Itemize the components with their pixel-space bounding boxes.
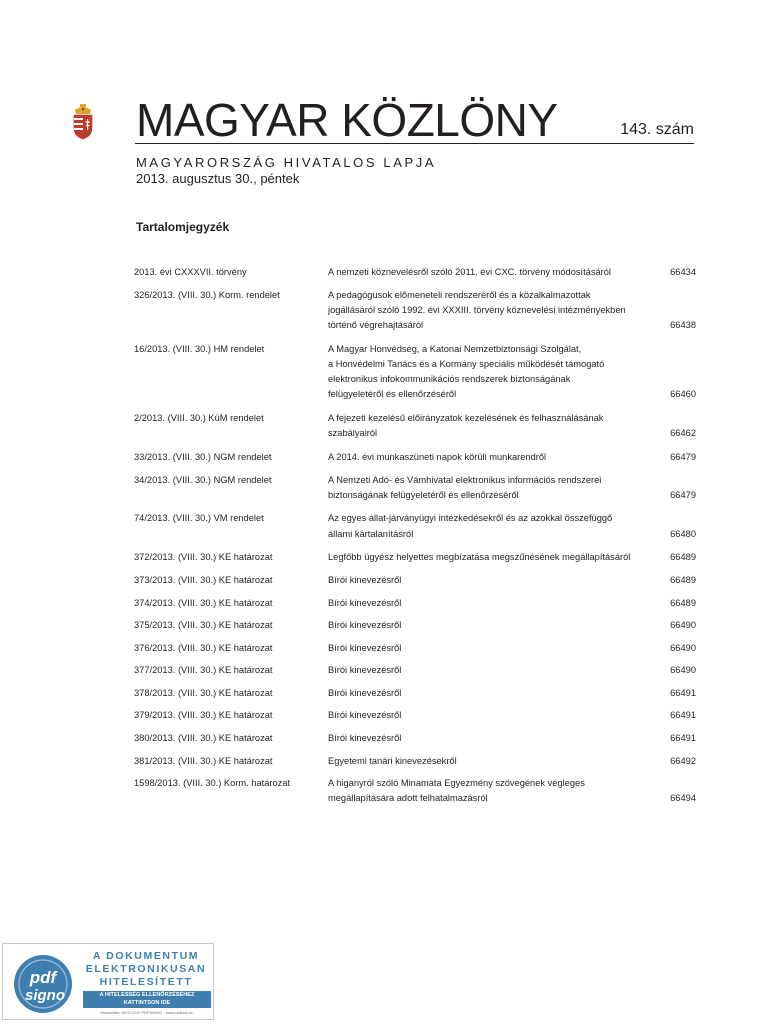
toc-entry-title-line: Bírói kinevezésről <box>328 687 402 698</box>
toc-entry-title <box>328 550 656 565</box>
toc-entry[interactable] <box>134 342 696 403</box>
logo-text-signo: signo <box>25 987 65 1004</box>
toc-entry-title-line: történő végrehajtásáról <box>328 320 424 330</box>
toc-entry-reference: 373/2013. (VIII. 30.) KE határozat <box>134 574 273 585</box>
toc-entry-reference: 16/2013. (VIII. 30.) HM rendelet <box>134 343 265 354</box>
toc-heading: Tartalomjegyzék <box>136 220 230 234</box>
toc-entry-title <box>328 776 656 806</box>
toc-entry-page: 66480 <box>670 528 696 539</box>
toc-entry-page: 66438 <box>670 320 696 330</box>
toc-entry-page: 66494 <box>670 793 696 804</box>
toc-entry-page: 66491 <box>670 710 696 721</box>
toc-entry-title <box>328 618 656 633</box>
toc-entry[interactable] <box>134 550 696 565</box>
toc-entry-title-line: Az egyes állat-járványügyi intézkedésekről és az azokkal összefüggő <box>328 513 613 524</box>
toc-entry-title <box>328 573 656 588</box>
toc-entry[interactable] <box>134 708 696 723</box>
toc-entry-reference: 326/2013. (VIII. 30.) Korm. rendelet <box>134 289 280 300</box>
toc-entry-page: 66491 <box>670 733 696 744</box>
toc-entry-title <box>328 288 656 334</box>
toc-entry-title-line: megállapítására adott felhatalmazásról <box>328 793 488 804</box>
toc-entry-reference: 379/2013. (VIII. 30.) KE határozat <box>134 710 273 721</box>
toc-entry-page: 66490 <box>670 642 696 653</box>
toc-entry-page: 66479 <box>670 451 696 462</box>
badge-line-1: A DOKUMENTUM <box>92 950 200 962</box>
toc-entry-title <box>328 596 656 611</box>
toc-entry-reference: 377/2013. (VIII. 30.) KE határozat <box>134 665 273 676</box>
publication-subtitle: MAGYARORSZÁG HIVATALOS LAPJA <box>136 155 437 170</box>
toc-entry-title <box>328 511 656 541</box>
toc-entry-reference: 374/2013. (VIII. 30.) KE határozat <box>134 597 273 608</box>
toc-entry-title <box>328 686 656 701</box>
toc-entry-page: 66492 <box>670 755 696 766</box>
toc-entry-title <box>328 754 656 769</box>
toc-entry-title-line: A 2014. évi munkaszüneti napok körüli munkarendről <box>328 451 547 462</box>
badge-line-3: HITELESÍTETT <box>99 976 193 988</box>
toc-entry-page: 66434 <box>670 267 696 277</box>
toc-entry[interactable] <box>134 663 696 678</box>
toc-entry[interactable] <box>134 641 696 656</box>
logo-text-pdf: pdf <box>29 968 57 987</box>
toc-entry-page: 66489 <box>670 552 696 563</box>
toc-entry-title-line: Bírói kinevezésről <box>328 642 402 653</box>
toc-entry[interactable] <box>134 754 696 769</box>
publication-title: MAGYAR KÖZLÖNY <box>136 94 558 146</box>
toc-entry[interactable] <box>134 776 696 806</box>
toc-entry-reference: 381/2013. (VIII. 30.) KE határozat <box>134 755 273 766</box>
toc-entry-page: 66489 <box>670 597 696 608</box>
toc-entry-title-line: szabályairól <box>328 428 378 439</box>
toc-entry[interactable] <box>134 265 696 280</box>
toc-entry-title <box>328 411 656 441</box>
toc-entry-title-line: Bírói kinevezésről <box>328 620 402 631</box>
toc-entry-title <box>328 641 656 656</box>
toc-entry-reference: 375/2013. (VIII. 30.) KE határozat <box>134 620 273 631</box>
toc-entry-title-line: A Nemzeti Adó- és Vámhivatal elektronikus információs rendszerei <box>328 474 602 485</box>
toc-entry-page: 66479 <box>670 489 696 500</box>
badge-footer: Hitelesítés: NETLOCK PDFSIGNO · www.netlock.hu <box>100 1010 194 1015</box>
toc-entry-title <box>328 708 656 723</box>
toc-entry-title <box>328 450 656 465</box>
toc-entry-reference: 376/2013. (VIII. 30.) KE határozat <box>134 642 273 653</box>
toc-entry-reference: 74/2013. (VIII. 30.) VM rendelet <box>134 513 264 524</box>
toc-entry-title <box>328 663 656 678</box>
toc-entry-title <box>328 342 656 403</box>
toc-entry-reference: 33/2013. (VIII. 30.) NGM rendelet <box>134 451 272 462</box>
toc-entry-title-line: Bírói kinevezésről <box>328 710 402 721</box>
toc-entry-title-line: Bírói kinevezésről <box>328 665 402 676</box>
toc-entry[interactable] <box>134 450 696 465</box>
toc-entry-title-line: biztonságának felügyeletéről és ellenőrzéséről <box>328 489 519 500</box>
toc-entry-title <box>328 731 656 746</box>
publication-date: 2013. augusztus 30., péntek <box>136 171 300 186</box>
coat-of-arms-icon <box>72 104 94 140</box>
toc-entry-page: 66490 <box>670 620 696 631</box>
toc-entry[interactable] <box>134 511 696 541</box>
toc-entry-reference: 34/2013. (VIII. 30.) NGM rendelet <box>134 474 272 485</box>
toc-entry[interactable] <box>134 411 696 441</box>
toc-entry-title-line: Bírói kinevezésről <box>328 597 402 608</box>
badge-line-2: ELEKTRONIKUSAN <box>85 963 207 975</box>
toc-entry-title-line: A Magyar Honvédség, a Katonai Nemzetbiztonsági Szolgálat, <box>328 343 582 354</box>
toc-entry-reference: 372/2013. (VIII. 30.) KE határozat <box>134 552 273 563</box>
toc-entry-title-line: Legfőbb ügyész helyettes megbízatása megszűnésének megállapításáról <box>328 552 631 563</box>
toc-entry-reference: 2013. évi CXXXVII. törvény <box>134 267 247 277</box>
pdfsigno-logo-icon <box>7 950 83 1016</box>
toc-entry-page: 66460 <box>670 389 696 400</box>
toc-entry-page: 66491 <box>670 687 696 698</box>
toc-entry-title-line: A higanyról szóló Minamata Egyezmény szövegének végleges <box>328 778 585 789</box>
toc-entry[interactable] <box>134 618 696 633</box>
toc-entry-page: 66490 <box>670 665 696 676</box>
toc-entry-page: 66489 <box>670 574 696 585</box>
toc-entry-page: 66462 <box>670 428 696 439</box>
toc-entry-title-line: felügyeletéről és ellenőrzéséről <box>328 389 457 400</box>
authentication-badge[interactable] <box>2 943 214 1020</box>
toc-entry[interactable] <box>134 686 696 701</box>
table-of-contents <box>134 265 696 815</box>
toc-entry-reference: 1598/2013. (VIII. 30.) Korm. határozat <box>134 778 291 789</box>
toc-entry-title-line: a Honvédelmi Tanács és a Kormány speciális működését támogató <box>328 358 605 369</box>
toc-entry-reference: 2/2013. (VIII. 30.) KüM rendelet <box>134 413 264 424</box>
toc-entry[interactable] <box>134 596 696 611</box>
toc-entry[interactable] <box>134 288 696 334</box>
toc-entry-title-line: jogállásáról szóló 1992. évi XXXIII. törvény köznevelési intézményekben <box>328 304 626 315</box>
toc-entry-title-line: állami kártalanításról <box>328 528 414 539</box>
toc-entry-title <box>328 473 656 503</box>
toc-entry-title-line: A fejezeti kezelésű előirányzatok kezelésének és felhasználásának <box>328 413 604 424</box>
toc-entry-reference: 378/2013. (VIII. 30.) KE határozat <box>134 687 273 698</box>
toc-entry-title-line: Bírói kinevezésről <box>328 733 402 744</box>
toc-entry-title-line: A nemzeti köznevelésről szóló 2011. évi CXC. törvény módosításáról <box>328 267 612 277</box>
toc-entry-title-line: Bírói kinevezésről <box>328 574 402 585</box>
toc-entry-reference: 380/2013. (VIII. 30.) KE határozat <box>134 733 273 744</box>
toc-entry-title <box>328 265 656 280</box>
toc-entry[interactable] <box>134 731 696 746</box>
toc-entry-title-line: A pedagógusok előmeneteli rendszeréről és a közalkalmazottak <box>328 289 591 300</box>
toc-entry-title-line: Egyetemi tanári kinevezésekről <box>328 755 457 766</box>
toc-entry[interactable] <box>134 473 696 503</box>
verify-link[interactable]: A HITELESSÉG ELLENŐRZÉSÉHEZ KATTINTSON IDE <box>83 991 211 1008</box>
toc-entry-title-line: elektronikus infokommunikációs rendszerek biztonságának <box>328 374 571 385</box>
issue-number: 143. szám <box>620 121 694 138</box>
toc-entry[interactable] <box>134 573 696 588</box>
header-divider <box>135 143 694 144</box>
